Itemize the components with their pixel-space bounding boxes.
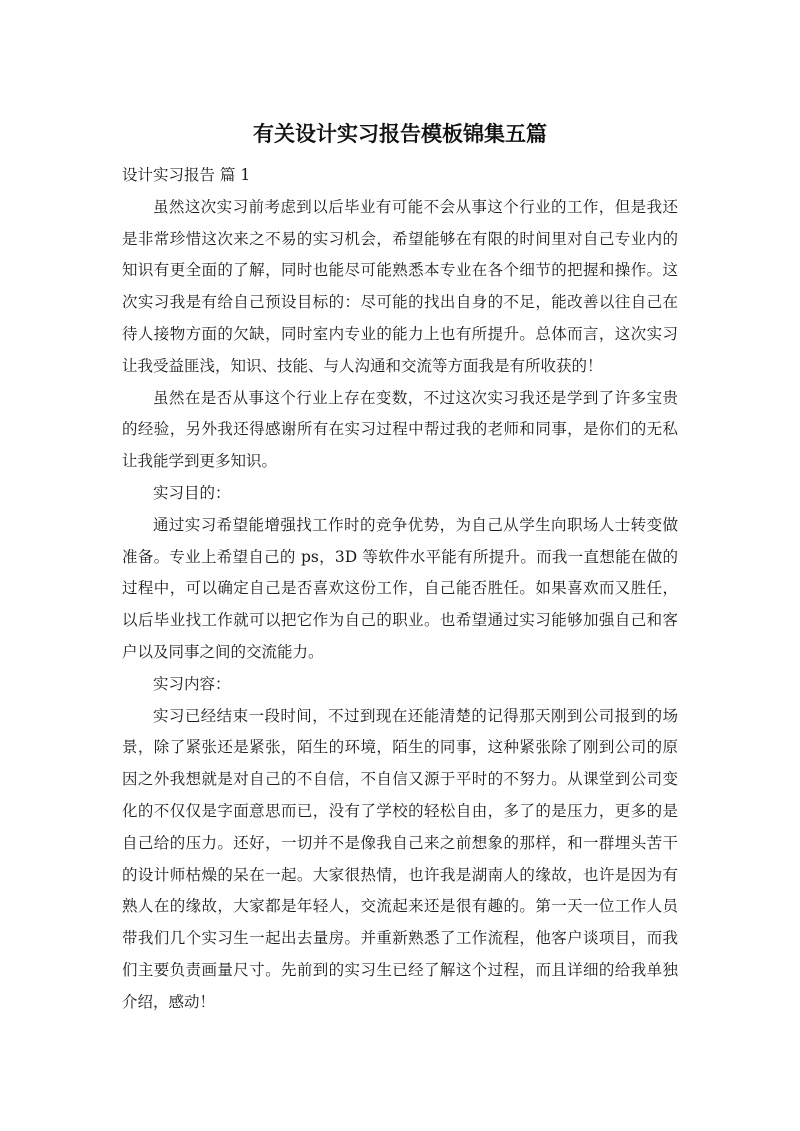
paragraph: 虽然这次实习前考虑到以后毕业有可能不会从事这个行业的工作，但是我还是非常珍惜这次来之不易的实习机会，希望能够在有限的时间里对自己专业内的知识有更全面的了解，同时也能尽可能熟悉本专业在各个细节的把握和操作。这次实习我是有给自己预设目标的：尽可能的找出自身的不足，能改善以往自己在待人接物方面的欠缺，同时室内专业的能力上也有所提升。总体而言，这次实习让我受益匪浅，知识、技能、与人沟通和交流等方面我是有所收获的！ (122, 197, 678, 375)
document-title: 有关设计实习报告模板锦集五篇 (253, 122, 547, 146)
report-subtitle: 设计实习报告 篇 1 (122, 166, 251, 184)
paragraph: 实习已经结束一段时间，不过到现在还能清楚的记得那天刚到公司报到的场景，除了紧张还是紧张，陌生的环境，陌生的同事，这种紧张除了刚到公司的原因之外我想就是对自己的不自信，不自信又源于平时的不努力。从课堂到公司变化的不仅仅是字面意思而已，没有了学校的轻松自由，多了的是压力，更多的是自己给的压力。还好，一切并不是像我自己来之前想象的那样，和一群埋头苦干的设计师枯燥的呆在一起。大家很热情，也许我是湖南人的缘故，也许是因为有熟人在的缘故，大家都是年轻人，交流起来还是很有趣的。第一天一位工作人员带我们几个实习生一起出去量房。并重新熟悉了工作流程，他客户谈项目，而我们主要负责画量尺寸。先前到的实习生已经了解这个过程，而且详细的给我单独介绍，感动！ (122, 706, 678, 1011)
section-heading-content: 实习内容： (153, 674, 231, 693)
paragraph: 虽然在是否从事这个行业上存在变数，不过这次实习我还是学到了许多宝贵的经验，另外我还得感谢所有在实习过程中帮过我的老师和同事，是你们的无私让我能学到更多知识。 (122, 388, 678, 471)
section-heading-purpose: 实习目的： (153, 483, 231, 502)
paragraph: 通过实习希望能增强找工作时的竞争优势，为自己从学生向职场人士转变做准备。专业上希望自己的 ps，3D 等软件水平能有所提升。而我一直想能在做的过程中，可以确定自己是否喜欢这份工作，自己能否胜任。如果喜欢而又胜任，以后毕业找工作就可以把它作为自己的职业。也希望通过实习能够加强自己和客户以及同事之间的交流能力。 (122, 515, 678, 661)
document-body (122, 160, 678, 1019)
